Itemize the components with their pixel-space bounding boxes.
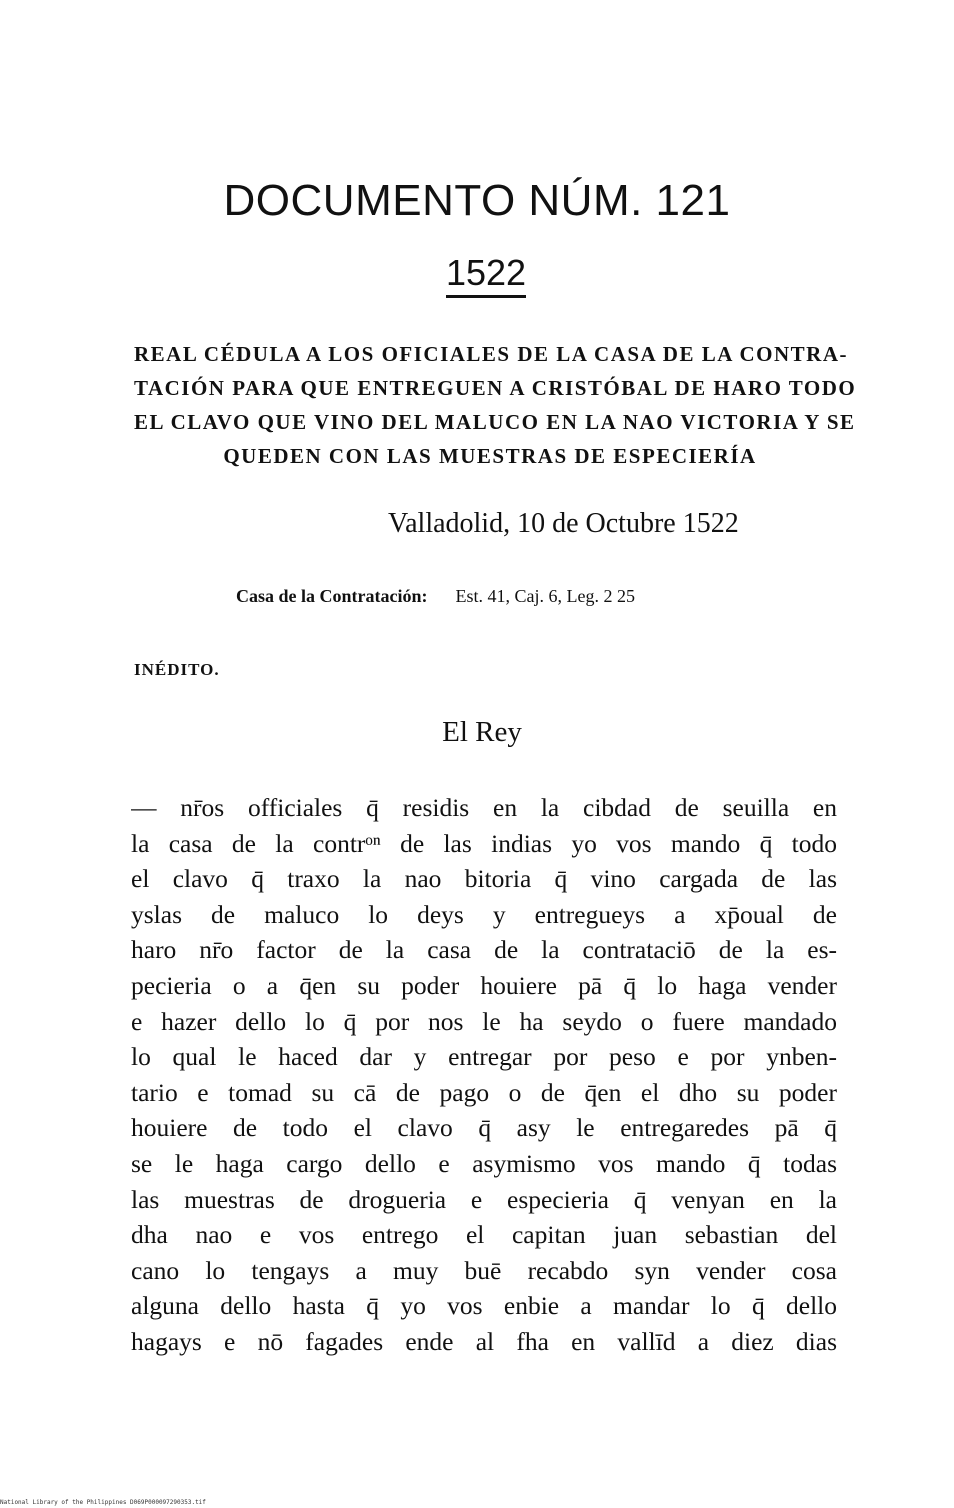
document-title: DOCUMENTO NÚM. 121 (223, 176, 731, 225)
year-text: 1522 (446, 253, 526, 298)
body-line: la casa de la contrᵒⁿ de las indias yo vos mando q̄ todo (131, 828, 837, 858)
body-line: e hazer dello lo q̄ por nos le ha seydo o fuere mandado (131, 1006, 837, 1036)
body-line: alguna dello hasta q̄ yo vos enbie a mandar lo q̄ dello (131, 1291, 837, 1321)
body-line: tario e tomad su cā de pago o de q̄en el dho su poder (131, 1077, 837, 1107)
archive-label: Casa de la Contratación: (236, 586, 428, 606)
body-line: lo qual le haced dar y entregar por peso e por ynben- (131, 1042, 837, 1072)
status-label: INÉDITO. (134, 660, 220, 679)
body-line: se le haga cargo dello e asymismo vos mando q̄ todas (131, 1148, 837, 1178)
place-date: Valladolid, 10 de Octubre 1522 (388, 508, 739, 539)
heading-line: REAL CÉDULA A LOS OFICIALES DE LA CASA DE LA CONTRA- (134, 342, 848, 366)
archive-reference (236, 586, 635, 607)
body-line: dha nao e vos entrego el capitan juan sebastian del (131, 1220, 837, 1250)
body-line: hagays e nō fagades ende al fha en vallīd a diez dias (131, 1326, 837, 1356)
heading-line: QUEDEN CON LAS MUESTRAS DE ESPECIERÍA (223, 444, 757, 468)
body-line: cano lo tengays a muy buē recabdo syn vender cosa (131, 1255, 837, 1285)
document-body (131, 790, 837, 1360)
document-year (0, 252, 954, 298)
body-line: el clavo q̄ traxo la nao bitoria q̄ vino cargada de las (131, 864, 837, 894)
body-line: houiere de todo el clavo q̄ asy le entregaredes pā q̄ (131, 1113, 837, 1143)
body-line: las muestras de drogueria e especieria q̄ venyan en la (131, 1184, 837, 1214)
salutation: El Rey (442, 716, 522, 748)
body-line: — nr̄os officiales q̄ residis en la cibdad de seuilla en (131, 793, 837, 822)
document-heading (134, 337, 857, 473)
body-line: yslas de maluco lo deys y entregueys a xp̄oual de (131, 899, 837, 929)
heading-line: EL CLAVO QUE VINO DEL MALUCO EN LA NAO VICTORIA Y SE (134, 410, 856, 434)
archive-ref: Est. 41, Caj. 6, Leg. 2 25 (455, 586, 635, 606)
body-line: pecieria o a q̄en su poder houiere pā q̄ lo haga vender (131, 970, 837, 1000)
body-line: haro nr̄o factor de la casa de la contrataciō de la es- (131, 935, 837, 965)
heading-line: TACIÓN PARA QUE ENTREGUEN A CRISTÓBAL DE HARO TODO (134, 376, 857, 400)
scan-footer: National Library of the Philippines D069P000097290353.tif (0, 1499, 206, 1506)
